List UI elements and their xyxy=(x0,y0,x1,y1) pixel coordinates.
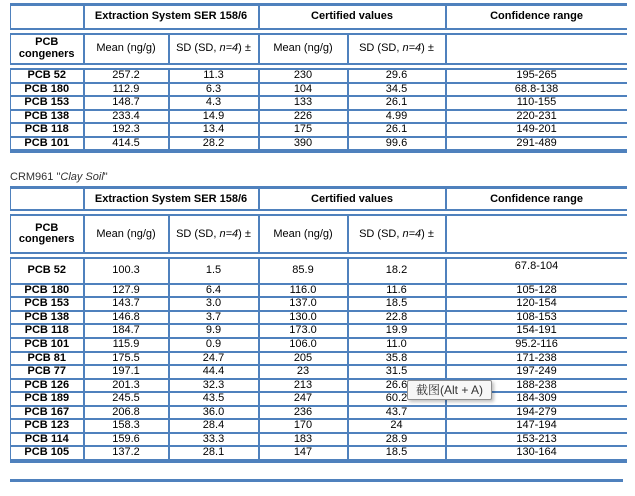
value-cell: 205 xyxy=(259,352,348,366)
value-cell: 32.3 xyxy=(169,379,259,393)
table-row xyxy=(11,365,627,379)
value-cell: 159.6 xyxy=(84,433,169,447)
mean-column-header-extraction: Mean (ng/g) xyxy=(84,213,169,256)
pcb-results-table-2 xyxy=(10,186,627,463)
value-cell: 33.3 xyxy=(169,433,259,447)
value-cell: 143.7 xyxy=(84,297,169,311)
confidence-range-cell: 130-164 xyxy=(446,446,627,461)
value-cell: 11.6 xyxy=(348,284,446,298)
table-row xyxy=(11,311,627,325)
extraction-group-header: Extraction System SER 158/6 xyxy=(84,188,259,213)
value-cell: 201.3 xyxy=(84,379,169,393)
congener-label: PCB 153 xyxy=(11,297,84,311)
value-cell: 6.4 xyxy=(169,284,259,298)
value-cell: 24 xyxy=(348,419,446,433)
value-cell: 414.5 xyxy=(84,137,169,152)
value-cell: 115.9 xyxy=(84,338,169,352)
value-cell: 28.2 xyxy=(169,137,259,152)
confidence-range-cell: 120-154 xyxy=(446,297,627,311)
empty-corner-cell xyxy=(11,188,84,213)
value-cell: 148.7 xyxy=(84,96,169,110)
value-cell: 206.8 xyxy=(84,406,169,420)
divider-line xyxy=(10,479,623,482)
confidence-group-header: Confidence range xyxy=(446,5,627,32)
value-cell: 35.8 xyxy=(348,352,446,366)
table-body xyxy=(11,256,627,461)
table-row xyxy=(11,110,627,124)
confidence-range-cell: 95.2-116 xyxy=(446,338,627,352)
value-cell: 197.1 xyxy=(84,365,169,379)
group-header-row xyxy=(11,5,627,32)
table-row xyxy=(11,284,627,298)
value-cell: 6.3 xyxy=(169,83,259,97)
confidence-range-cell: 195-265 xyxy=(446,67,627,83)
value-cell: 18.5 xyxy=(348,297,446,311)
congener-label: PCB 101 xyxy=(11,338,84,352)
value-cell: 104 xyxy=(259,83,348,97)
group-header-row xyxy=(11,188,627,213)
congener-label: PCB 126 xyxy=(11,379,84,393)
value-cell: 106.0 xyxy=(259,338,348,352)
value-cell: 4.3 xyxy=(169,96,259,110)
confidence-range-cell: 105-128 xyxy=(446,284,627,298)
value-cell: 85.9 xyxy=(259,256,348,284)
value-cell: 247 xyxy=(259,392,348,406)
value-cell: 13.4 xyxy=(169,123,259,137)
table-body xyxy=(11,67,627,152)
value-cell: 11.0 xyxy=(348,338,446,352)
table-row xyxy=(11,406,627,420)
congener-label: PCB 118 xyxy=(11,123,84,137)
value-cell: 43.7 xyxy=(348,406,446,420)
certified-group-header: Certified values xyxy=(259,188,446,213)
value-cell: 99.6 xyxy=(348,137,446,152)
sd-column-header-certified: SD (SD, n=4) ± xyxy=(348,213,446,256)
value-cell: 0.9 xyxy=(169,338,259,352)
value-cell: 175 xyxy=(259,123,348,137)
value-cell: 183 xyxy=(259,433,348,447)
mean-column-header-certified: Mean (ng/g) xyxy=(259,32,348,67)
value-cell: 146.8 xyxy=(84,311,169,325)
congener-label: PCB 52 xyxy=(11,256,84,284)
value-cell: 390 xyxy=(259,137,348,152)
congener-label: PCB 81 xyxy=(11,352,84,366)
congener-label: PCB 77 xyxy=(11,365,84,379)
mean-column-header-certified: Mean (ng/g) xyxy=(259,213,348,256)
confidence-range-cell: 171-238 xyxy=(446,352,627,366)
value-cell: 19.9 xyxy=(348,324,446,338)
value-cell: 127.9 xyxy=(84,284,169,298)
table-row xyxy=(11,392,627,406)
value-cell: 137.2 xyxy=(84,446,169,461)
confidence-range-cell: 220-231 xyxy=(446,110,627,124)
value-cell: 233.4 xyxy=(84,110,169,124)
value-cell: 137.0 xyxy=(259,297,348,311)
value-cell: 173.0 xyxy=(259,324,348,338)
confidence-range-cell: 197-249 xyxy=(446,365,627,379)
value-cell: 230 xyxy=(259,67,348,83)
mean-column-header-extraction: Mean (ng/g) xyxy=(84,32,169,67)
congener-label: PCB 138 xyxy=(11,311,84,325)
confidence-range-cell: 67.8-104 xyxy=(446,256,627,284)
confidence-range-cell: 184-309 xyxy=(446,392,627,406)
value-cell: 28.9 xyxy=(348,433,446,447)
sd-column-header-extraction: SD (SD, n=4) ± xyxy=(169,32,259,67)
congener-label: PCB 153 xyxy=(11,96,84,110)
section-label: CRM961 "Clay Soil" xyxy=(10,171,108,184)
value-cell: 28.4 xyxy=(169,419,259,433)
value-cell: 44.4 xyxy=(169,365,259,379)
value-cell: 14.9 xyxy=(169,110,259,124)
certified-group-header: Certified values xyxy=(259,5,446,32)
value-cell: 26.1 xyxy=(348,123,446,137)
confidence-range-cell: 110-155 xyxy=(446,96,627,110)
confidence-range-cell: 147-194 xyxy=(446,419,627,433)
sub-header-row xyxy=(11,32,627,67)
extraction-group-header: Extraction System SER 158/6 xyxy=(84,5,259,32)
table-row xyxy=(11,137,627,152)
congener-label: PCB 138 xyxy=(11,110,84,124)
confidence-range-cell: 154-191 xyxy=(446,324,627,338)
table-row xyxy=(11,67,627,83)
sub-header-row xyxy=(11,213,627,256)
value-cell: 3.7 xyxy=(169,311,259,325)
value-cell: 158.3 xyxy=(84,419,169,433)
value-cell: 257.2 xyxy=(84,67,169,83)
congener-label: PCB 105 xyxy=(11,446,84,461)
value-cell: 170 xyxy=(259,419,348,433)
value-cell: 130.0 xyxy=(259,311,348,325)
value-cell: 116.0 xyxy=(259,284,348,298)
table-row xyxy=(11,123,627,137)
table-row xyxy=(11,96,627,110)
sd-column-header-certified: SD (SD, n=4) ± xyxy=(348,32,446,67)
table-row xyxy=(11,419,627,433)
value-cell: 22.8 xyxy=(348,311,446,325)
table-row xyxy=(11,297,627,311)
value-cell: 26.1 xyxy=(348,96,446,110)
value-cell: 226 xyxy=(259,110,348,124)
value-cell: 245.5 xyxy=(84,392,169,406)
congener-label: PCB 114 xyxy=(11,433,84,447)
table-row xyxy=(11,256,627,284)
value-cell: 3.0 xyxy=(169,297,259,311)
table-row xyxy=(11,352,627,366)
value-cell: 100.3 xyxy=(84,256,169,284)
table-row xyxy=(11,379,627,393)
value-cell: 112.9 xyxy=(84,83,169,97)
confidence-range-cell: 68.8-138 xyxy=(446,83,627,97)
sd-column-header-extraction: SD (SD, n=4) ± xyxy=(169,213,259,256)
congener-label: PCB 123 xyxy=(11,419,84,433)
value-cell: 36.0 xyxy=(169,406,259,420)
congener-label: PCB 167 xyxy=(11,406,84,420)
congener-label: PCB 180 xyxy=(11,284,84,298)
congener-label: PCB 189 xyxy=(11,392,84,406)
value-cell: 147 xyxy=(259,446,348,461)
value-cell: 43.5 xyxy=(169,392,259,406)
confidence-range-cell: 108-153 xyxy=(446,311,627,325)
confidence-range-cell: 149-201 xyxy=(446,123,627,137)
value-cell: 28.1 xyxy=(169,446,259,461)
confidence-range-cell: 153-213 xyxy=(446,433,627,447)
table-row xyxy=(11,324,627,338)
value-cell: 24.7 xyxy=(169,352,259,366)
value-cell: 133 xyxy=(259,96,348,110)
value-cell: 236 xyxy=(259,406,348,420)
confidence-range-cell: 194-279 xyxy=(446,406,627,420)
congener-label: PCB 52 xyxy=(11,67,84,83)
value-cell: 192.3 xyxy=(84,123,169,137)
table-row xyxy=(11,433,627,447)
confidence-group-header: Confidence range xyxy=(446,188,627,213)
value-cell: 1.5 xyxy=(169,256,259,284)
table-row xyxy=(11,446,627,461)
confidence-sub-header-cell xyxy=(446,32,627,67)
empty-corner-cell xyxy=(11,5,84,32)
value-cell: 31.5 xyxy=(348,365,446,379)
table-row xyxy=(11,338,627,352)
value-cell: 184.7 xyxy=(84,324,169,338)
confidence-range-cell: 291-489 xyxy=(446,137,627,152)
screenshot-tooltip: 截图(Alt + A) xyxy=(407,380,492,400)
value-cell: 9.9 xyxy=(169,324,259,338)
value-cell: 18.2 xyxy=(348,256,446,284)
confidence-range-cell: 188-238 xyxy=(446,379,627,393)
pcb-results-table-1 xyxy=(10,3,627,153)
value-cell: 11.3 xyxy=(169,67,259,83)
value-cell: 175.5 xyxy=(84,352,169,366)
value-cell: 18.5 xyxy=(348,446,446,461)
value-cell: 26.6 xyxy=(348,379,446,393)
value-cell: 34.5 xyxy=(348,83,446,97)
congener-label: PCB 101 xyxy=(11,137,84,152)
congener-label: PCB 180 xyxy=(11,83,84,97)
value-cell: 29.6 xyxy=(348,67,446,83)
value-cell: 23 xyxy=(259,365,348,379)
congener-label: PCB 118 xyxy=(11,324,84,338)
value-cell: 213 xyxy=(259,379,348,393)
value-cell: 4.99 xyxy=(348,110,446,124)
congeners-column-header: PCB congeners xyxy=(11,213,84,256)
table-row xyxy=(11,83,627,97)
confidence-sub-header-cell xyxy=(446,213,627,256)
congeners-column-header: PCB congeners xyxy=(11,32,84,67)
value-cell: 60.2 xyxy=(348,392,446,406)
